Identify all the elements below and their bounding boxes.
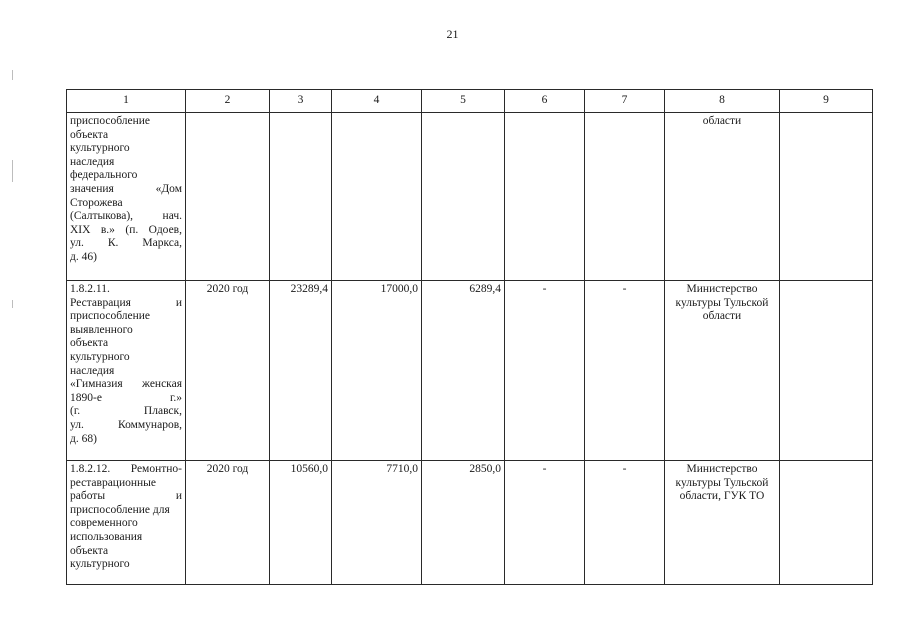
header-cell: 7	[585, 90, 665, 113]
table-row	[67, 281, 873, 461]
regional-cell: 6289,4	[422, 281, 505, 461]
description-line: реставрационные	[70, 476, 156, 489]
scan-mark	[12, 70, 13, 80]
period-cell	[186, 113, 270, 281]
description-line: объекта	[70, 544, 109, 557]
header-row	[67, 90, 873, 113]
period-cell: 2020 год	[186, 461, 270, 585]
description-line: 1890-е г.»	[70, 391, 182, 404]
note-cell	[780, 461, 873, 585]
description-line: Сторожева	[70, 196, 123, 209]
description-line: объекта	[70, 337, 109, 350]
description-line: приспособление	[70, 310, 151, 323]
description-line: (Салтыкова), нач.	[70, 210, 182, 223]
description-line: ул. К. Маркса,	[70, 237, 182, 250]
other-cell: -	[585, 461, 665, 585]
description-line: значения «Дом	[70, 182, 182, 195]
description-line: приспособление	[70, 115, 151, 127]
header-cell: 9	[780, 90, 873, 113]
header-cell: 8	[665, 90, 780, 113]
description-line: объекта	[70, 128, 109, 141]
description-line: использования	[70, 530, 143, 543]
description-cell	[67, 113, 186, 281]
scan-mark	[12, 160, 13, 182]
description-line: федерального	[70, 169, 138, 182]
table-row	[67, 461, 873, 585]
description-line: ул. Коммунаров,	[70, 418, 182, 431]
description-line: «Гимназия женская	[70, 378, 182, 391]
total-cell: 23289,4	[270, 281, 332, 461]
regional-cell	[422, 113, 505, 281]
federal-cell: 7710,0	[332, 461, 422, 585]
local-cell	[505, 113, 585, 281]
local-cell: -	[505, 461, 585, 585]
header-cell: 6	[505, 90, 585, 113]
other-cell	[585, 113, 665, 281]
note-cell	[780, 281, 873, 461]
description-line: культурного	[70, 350, 130, 363]
header-cell: 2	[186, 90, 270, 113]
header-cell: 4	[332, 90, 422, 113]
header-cell: 3	[270, 90, 332, 113]
description-line: XIX в.» (п. Одоев,	[70, 223, 182, 236]
description-line: наследия	[70, 155, 115, 168]
description-line: приспособление для	[70, 503, 170, 516]
description-line: (г. Плавск,	[70, 405, 182, 418]
scan-mark	[12, 300, 13, 308]
total-cell: 10560,0	[270, 461, 332, 585]
description-line: выявленного	[70, 323, 133, 336]
description-line: д. 68)	[70, 432, 97, 445]
description-line: современного	[70, 517, 138, 530]
description-line: Реставрация и	[70, 296, 182, 309]
data-table	[66, 89, 873, 585]
note-cell	[780, 113, 873, 281]
description-line: работы и	[70, 490, 182, 503]
description-line: 1.8.2.11.	[70, 283, 110, 295]
total-cell	[270, 113, 332, 281]
description-line: д. 46)	[70, 250, 97, 263]
other-cell: -	[585, 281, 665, 461]
regional-cell: 2850,0	[422, 461, 505, 585]
header-cell: 5	[422, 90, 505, 113]
executor-cell: Министерство культуры Тульской области, ГУК ТО	[665, 461, 780, 585]
description-line: 1.8.2.12. Ремонтно-	[70, 463, 182, 475]
table-row	[67, 113, 873, 281]
description-line: культурного	[70, 558, 130, 571]
header-cell: 1	[67, 90, 186, 113]
executor-cell: области	[665, 113, 780, 281]
period-cell: 2020 год	[186, 281, 270, 461]
description-line: наследия	[70, 364, 115, 377]
executor-cell: Министерство культуры Тульской области	[665, 281, 780, 461]
page-number: 21	[446, 27, 459, 41]
description-line: культурного	[70, 142, 130, 155]
description-cell	[67, 461, 186, 585]
federal-cell: 17000,0	[332, 281, 422, 461]
federal-cell	[332, 113, 422, 281]
local-cell: -	[505, 281, 585, 461]
description-cell	[67, 281, 186, 461]
